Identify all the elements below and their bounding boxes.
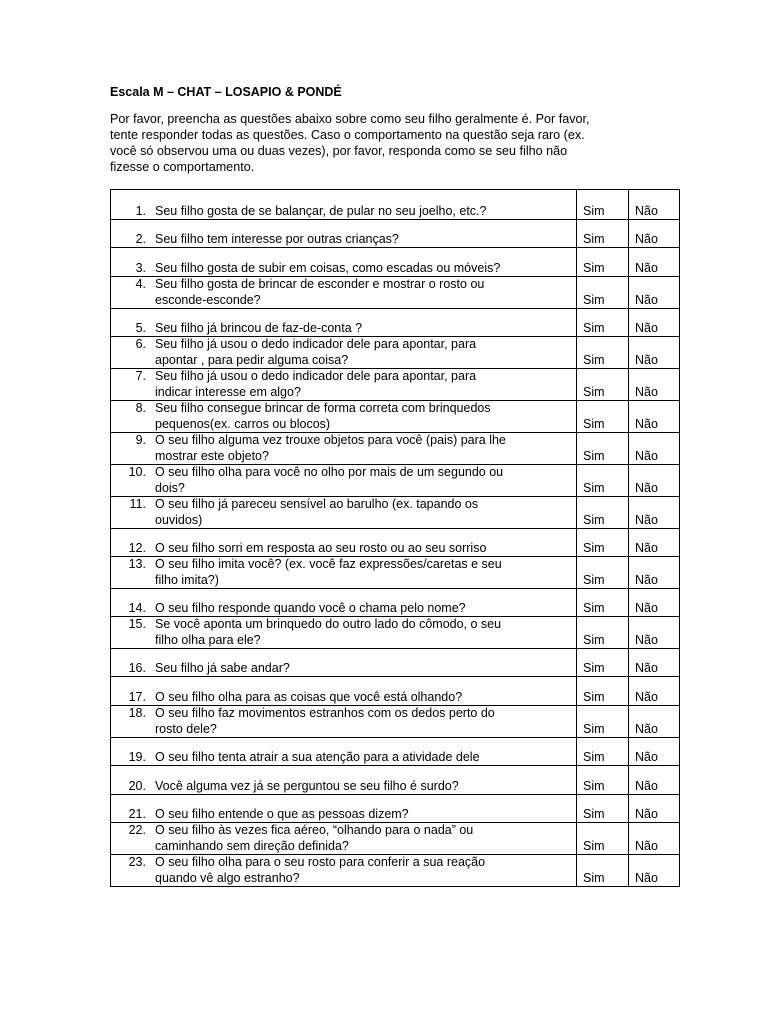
question-text-line: Seu filho já usou o dedo indicador dele para apontar, para [155,337,477,351]
question-text [155,401,576,432]
question-cell [111,309,577,337]
question-cell [111,433,577,465]
question-row [111,465,680,497]
answer-yes-cell[interactable] [577,277,629,309]
answer-yes-label: Sim [583,838,605,853]
answer-yes-cell[interactable] [577,529,629,557]
answer-no-label: Não [635,600,658,615]
question-cell [111,617,577,649]
question-row [111,401,680,433]
answer-no-label: Não [635,512,658,527]
answer-yes-label: Sim [583,721,605,736]
answer-no-label: Não [635,660,658,675]
question-text-line: O seu filho alguma vez trouxe objetos para você (pais) para lhe [155,433,506,447]
answer-no-cell[interactable] [629,337,680,369]
question-row [111,369,680,401]
answer-yes-cell[interactable] [577,190,629,220]
answer-yes-cell[interactable] [577,433,629,465]
question-text-line: Seu filho já brincou de faz-de-conta ? [155,320,363,335]
question-text-line: dois? [155,480,185,495]
answer-no-cell[interactable] [629,855,680,887]
answer-yes-label: Sim [583,320,605,335]
question-number: 18. [128,706,146,720]
question-text-line: filho olha para ele? [155,632,261,647]
question-row [111,738,680,766]
question-text-line: O seu filho olha para o seu rosto para conferir a sua reação [155,855,486,869]
question-text [155,337,576,368]
answer-yes-label: Sim [583,416,605,431]
question-text-line: O seu filho faz movimentos estranhos com os dedos perto do [155,706,495,720]
question-row [111,190,680,220]
question-text-line: O seu filho responde quando você o chama pelo nome? [155,600,466,615]
instructions-line: Por favor, preencha as questões abaixo sobre como seu filho geralmente é. Por favor, [110,112,590,126]
answer-no-label: Não [635,292,658,307]
answer-yes-cell[interactable] [577,369,629,401]
question-cell [111,465,577,497]
answer-no-cell[interactable] [629,529,680,557]
question-number: 5. [135,320,146,335]
question-number: 10. [128,465,146,479]
question-text-line: esconde-esconde? [155,292,261,307]
question-cell [111,855,577,887]
question-text-line: Você alguma vez já se perguntou se seu filho é surdo? [155,778,459,793]
question-text [155,497,576,528]
answer-no-cell[interactable] [629,649,680,677]
question-row [111,497,680,529]
answer-no-cell[interactable] [629,766,680,795]
question-row [111,309,680,337]
question-number: 19. [128,749,146,764]
answer-yes-label: Sim [583,660,605,675]
answer-no-cell[interactable] [629,248,680,277]
question-cell [111,795,577,823]
answer-no-label: Não [635,806,658,821]
question-cell [111,401,577,433]
question-cell [111,823,577,855]
question-row [111,557,680,589]
question-text-line: O seu filho olha para você no olho por mais de um segundo ou [155,465,504,479]
question-cell [111,369,577,401]
question-cell [111,677,577,706]
question-text [155,433,576,464]
question-cell [111,766,577,795]
answer-no-cell[interactable] [629,677,680,706]
answer-yes-label: Sim [583,540,605,555]
question-cell [111,706,577,738]
answer-no-cell[interactable] [629,220,680,248]
answer-no-label: Não [635,260,658,275]
question-text-line: Seu filho já sabe andar? [155,660,290,675]
question-row [111,277,680,309]
instructions-paragraph [110,111,670,175]
question-text-line: O seu filho sorri em resposta ao seu rosto ou ao seu sorriso [155,540,487,555]
answer-yes-cell[interactable] [577,706,629,738]
question-text-line: O seu filho entende o que as pessoas dizem? [155,806,409,821]
answer-no-label: Não [635,632,658,647]
question-text-line: filho imita?) [155,572,219,587]
question-row [111,220,680,248]
answer-yes-label: Sim [583,806,605,821]
question-text-line: O seu filho tenta atrair a sua atenção para a atividade dele [155,749,480,764]
question-cell [111,337,577,369]
question-cell [111,190,577,220]
answer-no-label: Não [635,416,658,431]
question-text [155,750,576,766]
question-row [111,248,680,277]
question-number: 6. [135,337,146,351]
question-text-line: Seu filho tem interesse por outras crianças? [155,231,399,246]
question-text [155,277,576,308]
question-text [155,232,576,248]
answer-no-cell[interactable] [629,497,680,529]
answer-no-cell[interactable] [629,309,680,337]
answer-no-label: Não [635,320,658,335]
answer-yes-label: Sim [583,600,605,615]
question-text-line: quando vê algo estranho? [155,870,300,885]
question-row [111,766,680,795]
question-number: 21. [128,806,146,821]
question-text [155,706,576,737]
answer-no-label: Não [635,352,658,367]
question-number: 12. [128,540,146,555]
answer-yes-cell[interactable] [577,649,629,677]
answer-no-label: Não [635,689,658,704]
question-text [155,204,576,220]
answer-no-cell[interactable] [629,706,680,738]
answer-yes-label: Sim [583,260,605,275]
question-text-line: Seu filho consegue brincar de forma correta com brinquedos [155,401,491,415]
instructions-line: tente responder todas as questões. Caso o comportamento na questão seja raro (ex. [110,128,585,142]
answer-yes-label: Sim [583,512,605,527]
answer-yes-cell[interactable] [577,497,629,529]
question-text-line: O seu filho às vezes fica aéreo, “olhando para o nada” ou [155,823,474,837]
question-text-line: mostrar este objeto? [155,448,269,463]
question-number: 23. [128,855,146,869]
answer-no-cell[interactable] [629,277,680,309]
question-cell [111,220,577,248]
question-cell [111,738,577,766]
question-number: 16. [128,660,146,675]
question-text-line: pequenos(ex. carros ou blocos) [155,416,331,431]
question-text [155,807,576,823]
question-cell [111,277,577,309]
question-text [155,661,576,677]
page-title: Escala M – CHAT – LOSAPIO & PONDÉ [110,85,342,99]
answer-no-label: Não [635,480,658,495]
answer-no-label: Não [635,870,658,885]
answer-no-cell[interactable] [629,617,680,649]
answer-no-cell[interactable] [629,369,680,401]
question-text-line: caminhando sem direção definida? [155,838,349,853]
answer-yes-label: Sim [583,632,605,647]
question-text [155,601,576,617]
question-row [111,706,680,738]
question-row [111,855,680,887]
question-text-line: Seu filho gosta de brincar de esconder e mostrar o rosto ou [155,277,485,291]
question-text [155,823,576,854]
answer-yes-label: Sim [583,689,605,704]
question-row [111,823,680,855]
questionnaire-table [110,189,680,887]
answer-yes-cell[interactable] [577,557,629,589]
question-number: 9. [135,433,146,447]
answer-no-label: Não [635,721,658,736]
question-cell [111,589,577,617]
question-text [155,541,576,557]
answer-yes-cell[interactable] [577,677,629,706]
answer-no-label: Não [635,749,658,764]
answer-no-cell[interactable] [629,465,680,497]
answer-yes-cell[interactable] [577,617,629,649]
question-number: 14. [128,600,146,615]
question-text [155,557,576,588]
question-number: 8. [135,401,146,415]
question-row [111,617,680,649]
question-number: 3. [135,260,146,275]
question-text-line: ouvidos) [155,512,203,527]
instructions-line: fizesse o comportamento. [110,160,255,174]
answer-no-label: Não [635,778,658,793]
answer-yes-label: Sim [583,448,605,463]
answer-no-label: Não [635,384,658,399]
question-text-line: Se você aponta um brinquedo do outro lado do cômodo, o seu [155,617,502,631]
answer-no-label: Não [635,203,658,218]
answer-yes-cell[interactable] [577,766,629,795]
question-cell [111,497,577,529]
question-number: 13. [128,557,146,571]
question-row [111,337,680,369]
answer-yes-cell[interactable] [577,795,629,823]
instructions-line: você só observou uma ou duas vezes), por favor, responda como se seu filho não [110,144,568,158]
question-text-line: Seu filho já usou o dedo indicador dele para apontar, para [155,369,477,383]
question-text [155,261,576,277]
answer-yes-label: Sim [583,480,605,495]
answer-yes-label: Sim [583,203,605,218]
answer-no-cell[interactable] [629,795,680,823]
answer-yes-label: Sim [583,231,605,246]
answer-yes-cell[interactable] [577,823,629,855]
question-row [111,589,680,617]
answer-yes-cell[interactable] [577,220,629,248]
question-number: 2. [135,231,146,246]
answer-no-cell[interactable] [629,557,680,589]
question-number: 4. [135,277,146,291]
question-row [111,433,680,465]
question-row [111,529,680,557]
answer-yes-cell[interactable] [577,248,629,277]
question-text-line: indicar interesse em algo? [155,384,301,399]
answer-no-cell[interactable] [629,738,680,766]
answer-yes-cell[interactable] [577,855,629,887]
answer-yes-label: Sim [583,292,605,307]
answer-yes-cell[interactable] [577,337,629,369]
question-text [155,617,576,648]
answer-no-label: Não [635,448,658,463]
answer-no-label: Não [635,572,658,587]
question-text-line: Seu filho gosta de subir em coisas, como escadas ou móveis? [155,260,501,275]
answer-yes-cell[interactable] [577,401,629,433]
answer-yes-label: Sim [583,778,605,793]
question-number: 22. [128,823,146,837]
answer-yes-label: Sim [583,870,605,885]
question-number: 15. [128,617,146,631]
answer-no-cell[interactable] [629,823,680,855]
question-text [155,465,576,496]
question-text [155,779,576,795]
answer-no-label: Não [635,231,658,246]
answer-yes-cell[interactable] [577,465,629,497]
answer-yes-label: Sim [583,384,605,399]
question-cell [111,529,577,557]
answer-yes-cell[interactable] [577,309,629,337]
answer-yes-label: Sim [583,352,605,367]
answer-no-cell[interactable] [629,190,680,220]
question-number: 1. [135,203,146,218]
question-text [155,321,576,337]
answer-no-label: Não [635,540,658,555]
question-number: 7. [135,369,146,383]
question-text-line: rosto dele? [155,721,217,736]
question-text-line: Seu filho gosta de se balançar, de pular no seu joelho, etc.? [155,203,487,218]
question-text-line: apontar , para pedir alguma coisa? [155,352,349,367]
question-cell [111,557,577,589]
question-row [111,677,680,706]
question-row [111,795,680,823]
question-text [155,690,576,706]
question-text [155,369,576,400]
question-row [111,649,680,677]
question-text-line: O seu filho já pareceu sensível ao barulho (ex. tapando os [155,497,479,511]
answer-yes-label: Sim [583,572,605,587]
question-number: 17. [128,689,146,704]
question-cell [111,649,577,677]
answer-no-cell[interactable] [629,401,680,433]
question-number: 20. [128,778,146,793]
answer-yes-label: Sim [583,749,605,764]
answer-no-cell[interactable] [629,589,680,617]
answer-no-cell[interactable] [629,433,680,465]
answer-yes-cell[interactable] [577,738,629,766]
question-text-line: O seu filho olha para as coisas que você está olhando? [155,689,463,704]
question-number: 11. [129,497,146,511]
answer-no-label: Não [635,838,658,853]
answer-yes-cell[interactable] [577,589,629,617]
question-cell [111,248,577,277]
question-text-line: O seu filho imita você? (ex. você faz expressões/caretas e seu [155,557,502,571]
question-text [155,855,576,886]
